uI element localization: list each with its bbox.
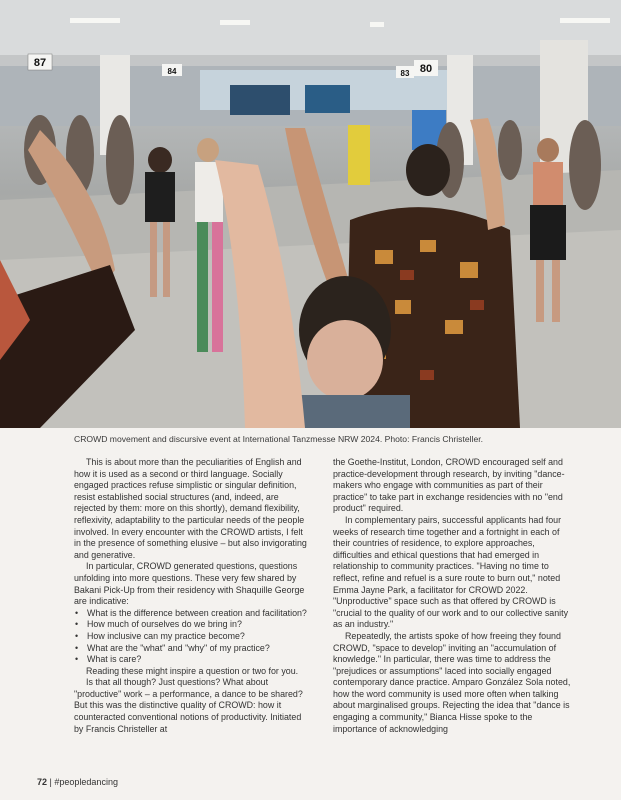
paragraph: the Goethe-Institut, London, CROWD encouraged self and practice-development through research, by inviting "dance-makers who engage with communities as part of their practice" to take part in exchange residencies with no "end product" required. — [333, 457, 565, 514]
question-list — [74, 608, 310, 666]
booth-number-84: 84 — [167, 67, 177, 76]
paragraph: In particular, CROWD generated questions, questions unfolding into more questions. These very few shared by Bakani Pick-Up from their residency with Shaquille George are indicative: — [74, 561, 305, 607]
booth-number-83: 83 — [400, 69, 410, 78]
page-number: 72 — [37, 777, 48, 787]
footer-hashtag: #peopledancing — [54, 777, 118, 787]
paragraph: In complementary pairs, successful applicants had four weeks of research time together and a fortnight in each of their countries of residence, to explore approaches, difficulties and ethical questions that had emerged in relationship to community practices. "Having no time to reflect, refine and refuel is a sure route to burn out," noted Emma Jayne Park, a facilitator for CROWD 2022. "Unproductive" space such as that offered by CROWD is "crucial to the quality of our work and to our collective sanity as an industry." — [333, 514, 569, 630]
paragraph: Is that all though? Just questions? What about "productive" work – a performance, a dance to be shared? But this was the distinctive quality of CROWD: how it counteracted conventional notions of productivity. Initiated by Francis Christeller at — [74, 677, 303, 734]
booth-number-87: 87 — [33, 57, 47, 69]
list-item: • What is the difference between creation and facilitation? — [74, 608, 310, 620]
photo-caption: CROWD movement and discursive event at International Tanzmesse NRW 2024. Photo: Francis Christeller. — [74, 434, 484, 444]
paragraph: This is about more than the peculiarities of English and how it is used as a second or third language. Socially engaged practices refuse simplistic or singular definition, resist established social structures (and, indeed, are rejected by them: more on this shortly), demand flexibility, reflexivity, adaptability to the particular needs of the people involved. In every encounter with the CROWD artists, I felt in the presence of something elusive – but also invigorating and generative. — [74, 457, 307, 560]
list-item: • What are the "what" and "why" of my practice? — [74, 643, 310, 655]
paragraph: Repeatedly, the artists spoke of how freeing they found CROWD, "space to develop" inviting an "accumulation of knowledge." In particular, there was time to address the "prejudices or assumptions" laced into socially engaged contemporary dance practice. Amparo González Sola noted, how the word community is used more often when talking about marginalised groups. Rejecting the idea that "dance is engaging a community," Bianca Hisse spoke to the importance of acknowledging — [333, 630, 571, 734]
list-item: • What is care? — [74, 654, 310, 666]
booth-number-80: 80 — [419, 63, 433, 75]
footer-separator: | — [49, 777, 52, 787]
left-column — [74, 457, 310, 735]
right-column — [333, 457, 571, 735]
paragraph: Reading these might inspire a question or two for you. — [86, 665, 299, 676]
list-item: • How much of ourselves do we bring in? — [74, 619, 310, 631]
page-footer — [37, 777, 118, 787]
list-item: • How inclusive can my practice become? — [74, 631, 310, 643]
